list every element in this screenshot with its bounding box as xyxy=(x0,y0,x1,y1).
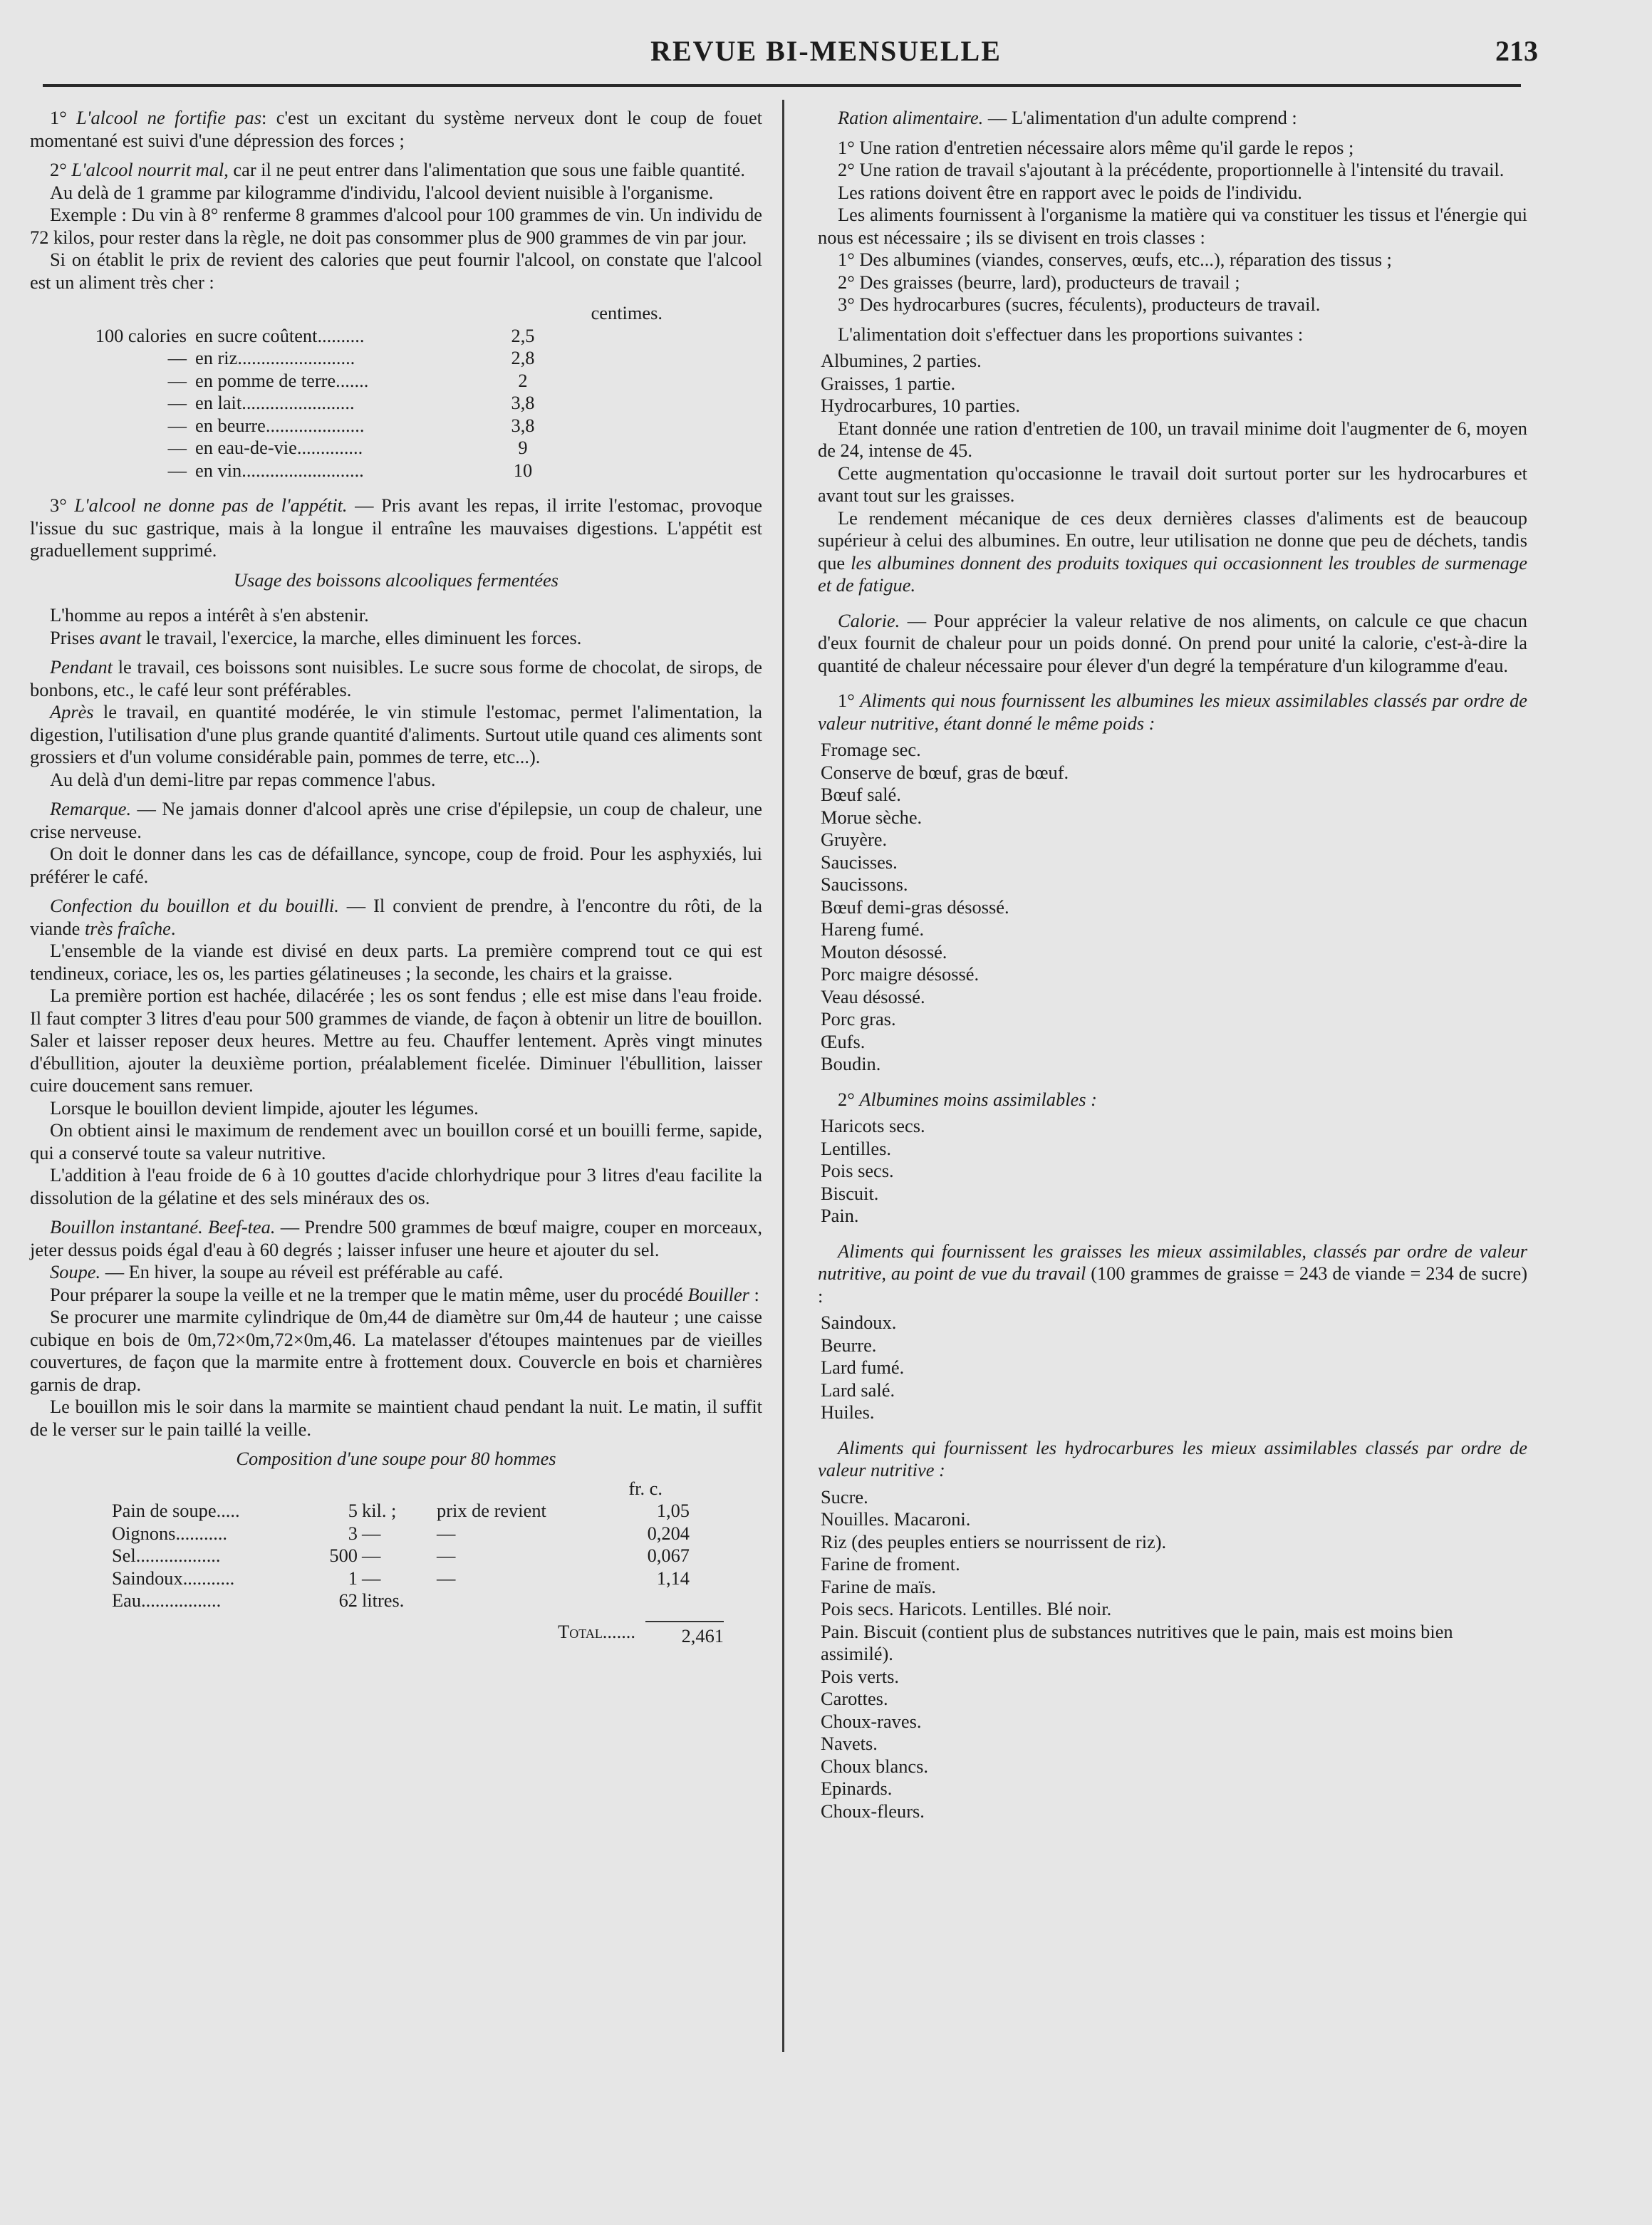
list-item: Porc gras. xyxy=(821,1008,896,1029)
soupe-price-label: — xyxy=(437,1567,456,1589)
albumines-list xyxy=(818,739,1527,1076)
header-rule xyxy=(43,84,1521,87)
section-title: Usage des boissons alcooliques fermentées xyxy=(234,569,559,591)
soupe-row xyxy=(30,1589,762,1612)
italic-text: Aliments qui fournissent les graisses les mieux assimilables, classés par ordre de valeur nutritive, au point de vue du travail xyxy=(818,1240,1527,1284)
page-header-title: REVUE BI-MENSUELLE xyxy=(650,35,1002,67)
calories-label: — xyxy=(167,369,187,391)
list-item: Pois secs. xyxy=(821,1160,894,1181)
text-run: le travail, ces boissons sont nuisibles. Le sucre sous forme de chocolat, de sirops, de bonbons, etc., le café leur sont préférables. xyxy=(30,656,762,700)
paragraph: 1° Des albumines (viandes, conserves, œufs, etc...), réparation des tissus ; xyxy=(838,249,1392,270)
list-item: Mouton désossé. xyxy=(821,940,947,963)
soupe-price-label: — xyxy=(437,1522,456,1544)
paragraph: Exemple : Du vin à 8° renferme 8 grammes d'alcool pour 100 grammes de vin. Un individu de 72 kilos, pour rester dans la règle, ne doit pas consommer plus de 900 grammes de vin par jour. xyxy=(30,204,762,248)
soupe-item: Sel.................. xyxy=(112,1545,221,1566)
calories-label: — xyxy=(167,347,187,368)
list-item: Pois verts. xyxy=(821,1665,899,1687)
text-run: — Ne jamais donner d'alcool après une crise d'épilepsie, un coup de chaleur, une crise nerveuse. xyxy=(30,798,762,842)
hydrocarbures-list xyxy=(818,1486,1527,1823)
soupe-quantity: 62 xyxy=(338,1589,358,1611)
paragraph xyxy=(30,1216,762,1261)
calories-item: en pomme de terre....... xyxy=(195,369,369,391)
paragraph-number: 2° xyxy=(838,1088,860,1110)
text-run: le travail, l'exercice, la marche, elles diminuent les forces. xyxy=(141,626,582,648)
paragraph: On doit le donner dans les cas de défaillance, syncope, coup de froid. Pour les asphyxiés, lui préférer le café. xyxy=(30,843,762,887)
list-item: Porc maigre désossé. xyxy=(821,963,980,985)
paragraph: L'alimentation doit s'effectuer dans les proportions suivantes : xyxy=(838,323,1304,345)
paragraph xyxy=(30,1284,762,1307)
list-item: Bœuf demi-gras désossé. xyxy=(821,896,1009,918)
italic-text: Soupe. xyxy=(50,1261,101,1282)
italic-text: Après xyxy=(50,701,94,722)
paragraph: 1° Une ration d'entretien nécessaire alors même qu'il garde le repos ; xyxy=(838,136,1354,158)
soupe-value: 0,067 xyxy=(647,1545,690,1566)
paragraph: Les rations doivent être en rapport avec le poids de l'individu. xyxy=(838,181,1302,203)
text-run: — En hiver, la soupe au réveil est préférable au café. xyxy=(100,1261,504,1282)
calories-row xyxy=(30,347,762,370)
list-item: Navets. xyxy=(821,1733,878,1754)
text-run: — Pour apprécier la valeur relative de nos aliments, on calcule ce que chacun d'eux fournit de chaleur pour un poids donné. On prend pour unité la calorie, c'est-à-dire la quantité de chaleur nécessaire pour élever d'un degré la température d'un kilogramme d'eau. xyxy=(818,609,1527,676)
total-label: Total....... xyxy=(558,1620,635,1642)
italic-text: très fraîche xyxy=(84,917,171,939)
calories-value: 9 xyxy=(518,437,528,458)
calories-item: en sucre coûtent.......... xyxy=(195,324,365,346)
paragraph-number: 2° xyxy=(50,159,72,180)
list-item: Saucisses. xyxy=(821,851,898,873)
soupe-value: 1,14 xyxy=(656,1567,690,1589)
list-item: Pain. Biscuit (contient plus de substances nutritives que le pain, mais est moins bien assimilé). xyxy=(821,1620,1453,1664)
paragraph: Au delà d'un demi-litre par repas commence l'abus. xyxy=(50,768,436,790)
calories-item: en beurre..................... xyxy=(195,414,365,436)
calories-row xyxy=(30,415,762,437)
graisses-list xyxy=(818,1312,1527,1424)
soupe-table xyxy=(30,1500,762,1612)
list-item: Bœuf salé. xyxy=(821,784,901,805)
soupe-price-label xyxy=(437,1589,611,1612)
calories-value: 2,8 xyxy=(511,347,535,368)
calories-item: en lait........................ xyxy=(195,392,355,413)
soupe-unit-cell: — xyxy=(362,1545,381,1566)
calories-label: 100 calories xyxy=(95,324,187,346)
soupe-value xyxy=(611,1589,690,1612)
paragraph: Le bouillon mis le soir dans la marmite se maintient chaud pendant la nuit. Le matin, il suffit de le verser sur le pain taillé la veille. xyxy=(30,1396,762,1440)
paragraph xyxy=(818,107,1527,130)
calories-label: — xyxy=(167,437,187,458)
list-item: Choux-fleurs. xyxy=(821,1800,925,1822)
paragraph xyxy=(818,690,1527,735)
paragraph xyxy=(818,610,1527,678)
list-item: Huiles. xyxy=(821,1401,875,1423)
soupe-price-label: — xyxy=(437,1545,456,1566)
italic-text: les albumines donnent des produits toxiques qui occasionnent les troubles de surmenage et de fatigue. xyxy=(818,551,1527,596)
soupe-value: 1,05 xyxy=(656,1500,690,1521)
paragraph-text: , car il ne peut entrer dans l'alimentation que sous une faible quantité. xyxy=(224,159,745,180)
calories-table xyxy=(30,325,762,482)
list-item: Nouilles. Macaroni. xyxy=(821,1508,971,1530)
text-run: . xyxy=(170,917,176,939)
soupe-price-label: prix de revient xyxy=(437,1500,546,1521)
italic-text: Bouillon instantané. Beef-tea. xyxy=(50,1216,276,1238)
text-run: (100 grammes de graisse = 243 de viande = 234 de sucre) : xyxy=(818,1262,1527,1307)
list-item: Carottes. xyxy=(821,1688,888,1709)
text-run: — Prendre 500 grammes de bœuf maigre, couper en morceaux, jeter dessus poids égal d'eau à 60 degrés ; laisser infuser une heure et ajouter du sel. xyxy=(30,1216,763,1260)
soupe-row xyxy=(30,1523,762,1545)
calories-value: 2 xyxy=(518,369,528,391)
left-column xyxy=(30,107,762,1647)
calories-value: 3,8 xyxy=(511,392,535,413)
soupe-quantity: 1 xyxy=(348,1567,358,1589)
text-run: Prises xyxy=(50,626,100,648)
paragraph xyxy=(30,494,762,562)
list-item: Gruyère. xyxy=(821,829,888,850)
soupe-item: Oignons........... xyxy=(112,1522,228,1544)
soupe-unit-cell: — xyxy=(362,1522,381,1544)
italic-heading: L'alcool ne donne pas de l'appétit. xyxy=(74,494,348,516)
italic-text: Bouiller xyxy=(687,1283,749,1305)
soupe-quantity: 3 xyxy=(348,1522,358,1544)
list-item: Lentilles. xyxy=(821,1137,891,1159)
soupe-unit-cell: — xyxy=(362,1567,381,1589)
calories-value: 2,5 xyxy=(511,324,535,346)
calories-unit: centimes. xyxy=(591,302,663,323)
list-item: Sucre. xyxy=(821,1485,868,1508)
paragraph: Etant donnée une ration d'entretien de 100, un travail minime doit l'augmenter de 6, moyen de 24, intense de 45. xyxy=(818,417,1527,461)
paragraph xyxy=(30,1261,762,1284)
text-run: Le rendement mécanique de ces deux dernières classes d'aliments est de beaucoup supérieur à celui des albumines. En outre, leur utilisation ne donne que peu de déchets, tandis que xyxy=(818,507,1527,574)
right-column xyxy=(818,107,1527,1822)
list-item: Pain. xyxy=(821,1205,859,1226)
calories-row xyxy=(30,370,762,393)
paragraph: Au delà de 1 gramme par kilogramme d'individu, l'alcool devient nuisible à l'organisme. xyxy=(50,181,714,203)
italic-text: Confection du bouillon et du bouilli. xyxy=(50,895,339,916)
list-item: Farine de froment. xyxy=(821,1553,960,1575)
column-divider xyxy=(782,100,784,2052)
list-item: Fromage sec. xyxy=(821,739,921,760)
paragraph: Les aliments fournissent à l'organisme la matière qui va constituer les tissus et l'énergie qui nous est nécessaire ; ils se divisent en trois classes : xyxy=(818,204,1527,248)
soupe-row xyxy=(30,1545,762,1567)
soupe-row xyxy=(30,1567,762,1590)
calories-label: — xyxy=(167,459,187,481)
soupe-item: Pain de soupe..... xyxy=(112,1500,240,1521)
soupe-quantity: 500 xyxy=(329,1545,358,1566)
paragraph: Lorsque le bouillon devient limpide, ajouter les légumes. xyxy=(50,1096,479,1119)
paragraph-number: 1° xyxy=(50,107,77,128)
paragraph: 3° Des hydrocarbures (sucres, féculents), producteurs de travail. xyxy=(838,294,1321,315)
italic-heading: L'alcool ne fortifie pas xyxy=(76,107,261,128)
paragraph xyxy=(818,1089,1527,1111)
calories-row xyxy=(30,325,762,348)
list-item: Saindoux. xyxy=(821,1312,897,1333)
calories-item: en riz......................... xyxy=(195,347,355,368)
text-run: : xyxy=(749,1283,759,1305)
soupe-row xyxy=(30,1500,762,1523)
list-item: Farine de maïs. xyxy=(821,1575,936,1597)
list-item: Œufs. xyxy=(821,1030,866,1052)
paragraph xyxy=(30,701,762,769)
paragraph: Si on établit le prix de revient des calories que peut fournir l'alcool, on constate que l'alcool est un aliment très cher : xyxy=(30,249,762,293)
paragraph-number: 1° xyxy=(838,690,861,711)
soupe-item: Eau................. xyxy=(112,1589,222,1611)
soupe-value: 0,204 xyxy=(647,1522,690,1544)
list-item: Veau désossé. xyxy=(821,985,925,1007)
section-title: Composition d'une soupe pour 80 hommes xyxy=(236,1448,556,1469)
italic-text: Calorie. xyxy=(838,609,900,631)
italic-text: Pendant xyxy=(50,656,113,678)
paragraph: L'homme au repos a intérêt à s'en abstenir. xyxy=(50,604,369,626)
calories-value: 3,8 xyxy=(511,414,535,436)
paragraph-number: 3° xyxy=(50,494,75,516)
paragraph xyxy=(30,895,762,940)
list-item: Choux blancs. xyxy=(821,1755,928,1777)
list-item: Beurre. xyxy=(821,1334,877,1356)
paragraph xyxy=(818,1240,1527,1308)
list-item: Hareng fumé. xyxy=(821,918,925,940)
paragraph xyxy=(30,656,762,701)
paragraph xyxy=(818,507,1527,597)
text-run: le travail, en quantité modérée, le vin stimule l'estomac, permet l'alimentation, la digestion, l'utilisation d'une plus grande quantité d'aliments. Surtout utile quand ces aliments sont grossiers et d'un volume considérable pain, pommes de terre, etc...). xyxy=(30,701,762,767)
paragraph xyxy=(818,1437,1527,1482)
italic-text: Remarque. xyxy=(50,798,132,819)
paragraph xyxy=(30,159,762,182)
list-item: Epinards. xyxy=(821,1778,893,1799)
calories-label: — xyxy=(167,414,187,436)
paragraph xyxy=(30,798,762,843)
list-item: Riz (des peuples entiers se nourrissent de riz). xyxy=(821,1530,1167,1552)
list-item: Conserve de bœuf, gras de bœuf. xyxy=(821,761,1069,783)
italic-text: Ration alimentaire. xyxy=(838,107,984,128)
calories-item: en eau-de-vie.............. xyxy=(195,437,363,458)
paragraph xyxy=(30,107,762,152)
paragraph: La première portion est hachée, dilacérée ; les os sont fendus ; elle est mise dans l'eau froide. Il faut compter 3 litres d'eau pour 500 grammes de viande, de façon à obtenir un litre de bouillon. Saler et laisser reposer deux heures. Mettre au feu. Chauffer lentement. Après vingt minutes d'ébullition, ajouter la deuxième portion, préalablement ficelée. Diminuer l'ébullition, laisser cuire doucement sans remuer. xyxy=(30,985,762,1096)
paragraph: 2° Des graisses (beurre, lard), producteurs de travail ; xyxy=(838,271,1240,293)
soupe-item: Saindoux........... xyxy=(112,1567,235,1589)
proportion-item: Hydrocarbures, 10 parties. xyxy=(821,395,1020,416)
paragraph: Cette augmentation qu'occasionne le travail doit surtout porter sur les hydrocarbures et avant tout sur les graisses. xyxy=(818,462,1527,506)
list-item: Saucissons. xyxy=(821,873,908,895)
text-run: — Il convient de prendre, à l'encontre du rôti, de la viande xyxy=(30,895,762,939)
soupe-unit-cell: litres. xyxy=(362,1589,405,1611)
list-item: Lard salé. xyxy=(821,1379,895,1401)
list-item: Haricots secs. xyxy=(821,1115,925,1136)
list-item: Biscuit. xyxy=(821,1182,879,1204)
italic-text: Albumines moins assimilables : xyxy=(859,1088,1097,1110)
proportion-item: Albumines, 2 parties. xyxy=(821,350,982,371)
page-number: 213 xyxy=(1495,35,1538,67)
italic-text: Aliments qui nous fournissent les albumines les mieux assimilables classés par ordre de valeur nutritive, étant donné le même poids : xyxy=(818,690,1527,734)
text-run: Pour préparer la soupe la veille et ne la tremper que le matin même, user du procédé xyxy=(50,1283,688,1305)
calories-row xyxy=(30,392,762,415)
calories-label: — xyxy=(167,392,187,413)
calories-value: 10 xyxy=(513,459,533,481)
paragraph xyxy=(30,627,762,650)
proportion-item: Graisses, 1 partie. xyxy=(821,372,956,394)
soupe-unit: fr. c. xyxy=(628,1477,663,1499)
list-item: Lard fumé. xyxy=(821,1357,905,1378)
soupe-quantity: 5 xyxy=(348,1500,358,1521)
list-item: Choux-raves. xyxy=(821,1710,922,1732)
soupe-unit-cell: kil. ; xyxy=(362,1500,397,1521)
paragraph: L'ensemble de la viande est divisé en deux parts. La première comprend tout ce qui est tendineux, coriace, les os, les parties gélatineuses ; la seconde, les chairs et la graisse. xyxy=(30,940,762,984)
paragraph: L'addition à l'eau froide de 6 à 10 gouttes d'acide chlorhydrique pour 3 litres d'eau facilite la dissolution de la gélatine et des sels minéraux des os. xyxy=(30,1164,762,1208)
paragraph-text: : c'est un excitant du système nerveux dont le coup de fouet momentané est suivi d'une dépression des forces ; xyxy=(30,107,762,151)
paragraph: Se procurer une marmite cylindrique de 0m,44 de diamètre sur 0m,44 de hauteur ; une caisse cubique en bois de 0m,72×0m,72×0m,46. La matelasser d'étoupes maintenues par de vieilles couvertures, de façon que la marmite entre à frottement doux. Couvercle en bois et charnières garnis de drap. xyxy=(30,1306,762,1395)
paragraph-text: — Pris avant les repas, il irrite l'estomac, provoque l'issue du suc gastrique, mais à la longue il entraîne les mauvaises digestions. L'appétit est graduellement supprimé. xyxy=(30,494,762,561)
list-item: Morue sèche. xyxy=(821,806,923,828)
calories-row xyxy=(30,437,762,460)
italic-text: avant xyxy=(99,626,142,648)
total-value: 2,461 xyxy=(645,1621,724,1648)
italic-text: Aliments qui fournissent les hydrocarbures les mieux assimilables classés par ordre de valeur nutritive : xyxy=(818,1436,1527,1480)
calories-item: en vin.......................... xyxy=(195,459,364,481)
list-item: Pois secs. Haricots. Lentilles. Blé noir. xyxy=(821,1598,1112,1619)
total-row xyxy=(30,1621,762,1648)
italic-heading: L'alcool nourrit mal xyxy=(71,159,224,180)
paragraph: On obtient ainsi le maximum de rendement avec un bouillon corsé et un bouilli ferme, sapide, qui a conservé toute sa valeur nutritive. xyxy=(30,1119,762,1163)
paragraph: 2° Une ration de travail s'ajoutant à la précédente, proportionnelle à l'intensité du travail. xyxy=(838,159,1505,180)
albumines2-list xyxy=(818,1115,1527,1228)
proportions-list xyxy=(818,350,1527,417)
calories-row xyxy=(30,460,762,482)
text-run: — L'alimentation d'un adulte comprend : xyxy=(983,107,1297,128)
list-item: Boudin. xyxy=(821,1053,881,1074)
